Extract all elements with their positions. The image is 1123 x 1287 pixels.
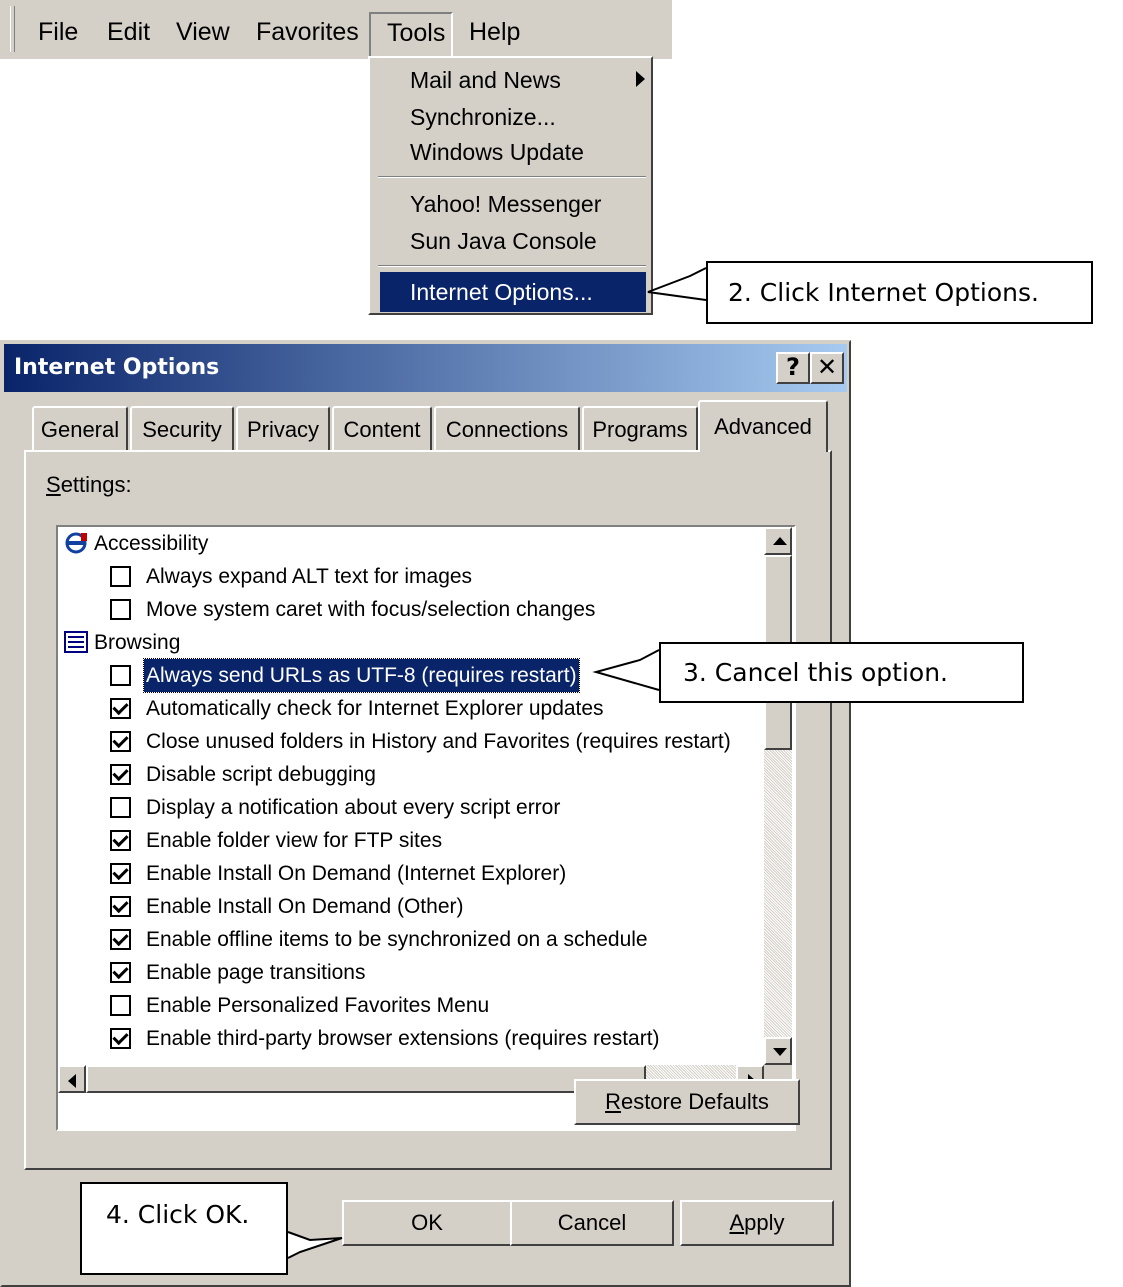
option-label: Enable page transitions <box>146 961 366 984</box>
menu-tools[interactable]: Tools <box>387 19 446 47</box>
callout-pointer-step-3 <box>596 650 659 690</box>
tab-programs[interactable]: Programs <box>582 406 698 450</box>
menu-item-windows-update[interactable]: Windows Update <box>410 139 584 165</box>
restore-label: estore Defaults <box>620 1089 769 1114</box>
dialog-title: Internet Options <box>14 355 220 380</box>
tab-content[interactable]: Content <box>332 406 432 450</box>
menu-edit[interactable]: Edit <box>107 18 151 46</box>
cancel-button[interactable]: Cancel <box>510 1200 674 1246</box>
option-label: Always send URLs as UTF-8 (requires restart) <box>144 659 579 692</box>
tab-advanced[interactable]: Advanced <box>698 400 828 452</box>
tab-connections[interactable]: Connections <box>434 406 580 450</box>
menu-item-internet-options[interactable]: Internet Options... <box>380 272 646 312</box>
settings-label-mnemonic: S <box>46 472 61 497</box>
option-label: Enable offline items to be synchronized on a schedule <box>146 928 648 951</box>
apply-label: pply <box>744 1210 785 1235</box>
callout-step-3: 3. Cancel this option. <box>659 642 1024 703</box>
help-button[interactable]: ? <box>776 352 810 384</box>
option-label: Display a notification about every script error <box>146 796 561 819</box>
restore-mnemonic: R <box>605 1089 621 1114</box>
option-label: Enable Personalized Favorites Menu <box>146 994 490 1017</box>
tab-security[interactable]: Security <box>130 406 234 450</box>
ok-button[interactable]: OK <box>342 1200 512 1246</box>
callout-step-4: 4. Click OK. <box>80 1182 288 1275</box>
option-label: Disable script debugging <box>146 763 376 786</box>
option-label: Automatically check for Internet Explorer updates <box>146 697 604 720</box>
option-label: Move system caret with focus/selection changes <box>146 598 596 621</box>
menu-item-label: Mail and News <box>410 67 561 93</box>
tab-privacy[interactable]: Privacy <box>236 406 330 450</box>
menu-favorites[interactable]: Favorites <box>256 18 359 46</box>
close-icon: ✕ <box>816 353 838 381</box>
menu-item-sun-java-console[interactable]: Sun Java Console <box>410 228 597 254</box>
option-label: Enable Install On Demand (Other) <box>146 895 464 918</box>
callout-pointer-step-4 <box>288 1232 342 1258</box>
option-label: Enable folder view for FTP sites <box>146 829 443 852</box>
menu-help[interactable]: Help <box>469 18 521 46</box>
group-label: Accessibility <box>94 532 209 555</box>
group-label: Browsing <box>94 631 181 654</box>
callout-step-2: 2. Click Internet Options. <box>706 261 1093 324</box>
option-label: Always expand ALT text for images <box>146 565 473 588</box>
option-label: Enable Install On Demand (Internet Explorer) <box>146 862 567 885</box>
apply-mnemonic: A <box>729 1210 745 1235</box>
menu-item-yahoo-messenger[interactable]: Yahoo! Messenger <box>410 191 602 217</box>
menu-view[interactable]: View <box>176 18 230 46</box>
callout-pointer-step-2 <box>648 268 706 300</box>
menu-file[interactable]: File <box>38 18 79 46</box>
option-label: Enable third-party browser extensions (requires restart) <box>146 1027 660 1050</box>
settings-label-text: ettings: <box>60 472 132 497</box>
option-label: Close unused folders in History and Favorites (requires restart) <box>146 730 731 753</box>
tab-general[interactable]: General <box>32 406 128 450</box>
menu-item-synchronize[interactable]: Synchronize... <box>410 104 556 130</box>
